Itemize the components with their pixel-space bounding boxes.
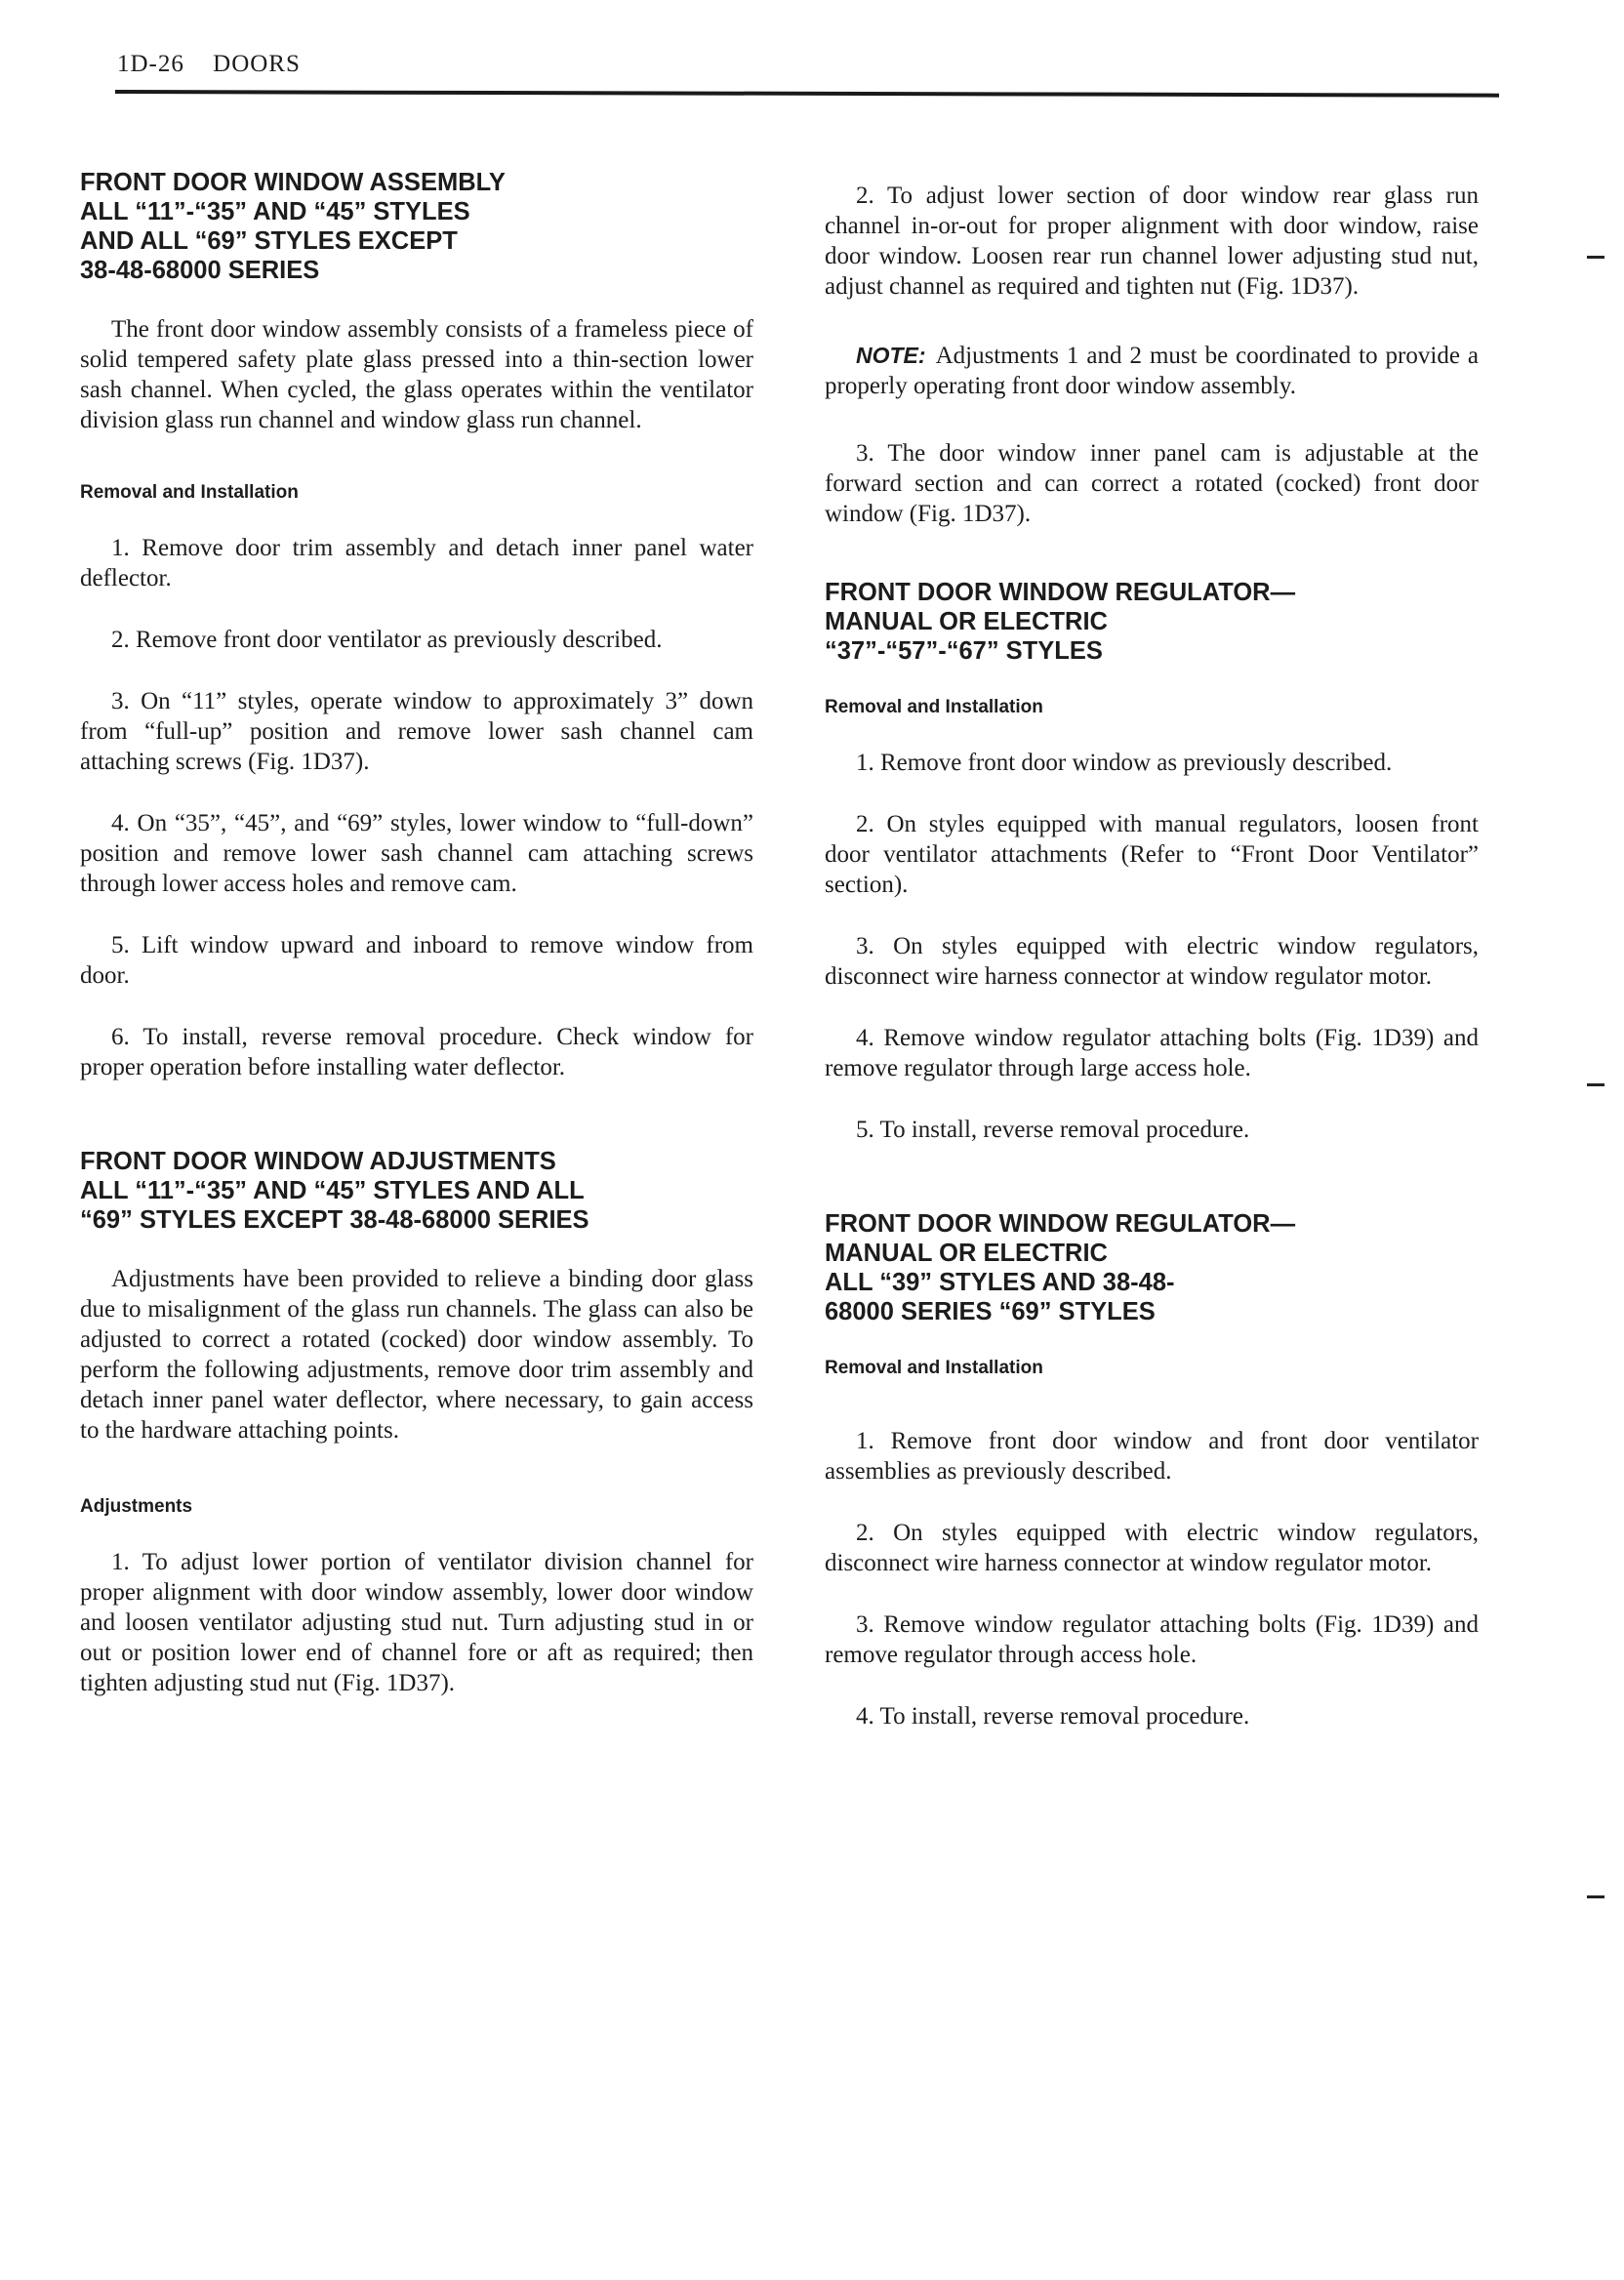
right-column (825, 181, 1479, 1731)
step: 4. On “35”, “45”, and “69” styles, lower window to “full-down” position and remove lower sash channel cam attaching screws through lower access holes and remove cam. (80, 810, 753, 897)
heading-line: ALL “39” STYLES AND 38-48- (825, 1269, 1175, 1296)
margin-mark (1587, 1895, 1604, 1898)
heading-line: MANUAL OR ELECTRIC (825, 1240, 1108, 1267)
step: 4. To install, reverse removal procedure. (856, 1703, 1250, 1730)
heading-line: FRONT DOOR WINDOW REGULATOR— (825, 1210, 1296, 1238)
left-column (80, 168, 753, 1698)
heading-line: ALL “11”-“35” AND “45” STYLES (80, 198, 470, 225)
margin-mark (1587, 256, 1604, 259)
step: 2. On styles equipped with manual regulators, loosen front door ventilator attachments (Refer to “Front Door Ventilator” section). (825, 811, 1479, 898)
step: 3. On “11” styles, operate window to approximately 3” down from “full-up” position and remove lower sash channel cam attaching screws (Fig. 1D37). (80, 688, 753, 775)
step: 3. Remove window regulator attaching bolts (Fig. 1D39) and remove regulator through access hole. (825, 1611, 1479, 1668)
section-heading-window-assembly (80, 168, 753, 285)
header-rule (115, 90, 1499, 98)
step: 2. Remove front door ventilator as previously described. (111, 627, 663, 653)
paragraph: Adjustments have been provided to relieve a binding door glass due to misalignment of the glass run channels. The glass can also be adjusted to correct a rotated (cocked) door window assembly. To perform the following adjustments, remove door trim assembly and detach inner panel water deflector, where necessary, to gain access to the hardware attaching points. (80, 1266, 753, 1444)
subheading: Removal and Installation (825, 697, 1043, 717)
step: 1. Remove front door window as previously described. (856, 750, 1393, 776)
heading-line: “69” STYLES EXCEPT 38-48-68000 SERIES (80, 1206, 589, 1234)
section-name: DOORS (213, 51, 301, 77)
paragraph: The front door window assembly consists of a frameless piece of solid tempered safety plate glass pressed into a thin-section lower sash channel. When cycled, the glass operates within the ventilator division glass run channel and window glass run channel. (80, 316, 753, 433)
heading-line: FRONT DOOR WINDOW ASSEMBLY (80, 169, 506, 196)
heading-line: MANUAL OR ELECTRIC (825, 608, 1108, 635)
heading-line: FRONT DOOR WINDOW REGULATOR— (825, 579, 1296, 606)
section-heading-window-adjustments (80, 1147, 753, 1235)
note-text: Adjustments 1 and 2 must be coordinated to provide a properly operating front door window assembly. (825, 343, 1479, 399)
step: 5. Lift window upward and inboard to remove window from door. (80, 932, 753, 989)
heading-line: ALL “11”-“35” AND “45” STYLES AND ALL (80, 1177, 585, 1204)
heading-line: 38-48-68000 SERIES (80, 257, 320, 284)
subheading: Removal and Installation (825, 1358, 1043, 1378)
margin-mark (1587, 1083, 1604, 1086)
step: 3. On styles equipped with electric window regulators, disconnect wire harness connector at window regulator motor. (825, 933, 1479, 990)
page-header (117, 51, 301, 78)
step: 6. To install, reverse removal procedure. Check window for proper operation before installing water deflector. (80, 1024, 753, 1080)
heading-line: AND ALL “69” STYLES EXCEPT (80, 227, 458, 255)
note-label: NOTE: (856, 343, 926, 368)
step: 1. To adjust lower portion of ventilator division channel for proper alignment with door window assembly, lower door window and loosen ventilator adjusting stud nut. Turn adjusting stud in or out or position lower end of channel fore or aft as required; then tighten adjusting stud nut (Fig. 1D37). (80, 1549, 753, 1696)
heading-line: 68000 SERIES “69” STYLES (825, 1298, 1156, 1325)
note (825, 341, 1479, 401)
heading-line: “37”-“57”-“67” STYLES (825, 637, 1103, 665)
step: 2. To adjust lower section of door window rear glass run channel in-or-out for proper alignment with door window, raise door window. Loosen rear run channel lower adjusting stud nut, adjust channel as required and tighten nut (Fig. 1D37). (825, 183, 1479, 300)
subheading: Adjustments (80, 1496, 193, 1517)
step: 2. On styles equipped with electric window regulators, disconnect wire harness connector at window regulator motor. (825, 1520, 1479, 1576)
step: 5. To install, reverse removal procedure. (856, 1117, 1250, 1143)
section-heading-regulator-39-69 (825, 1209, 1479, 1326)
heading-line: FRONT DOOR WINDOW ADJUSTMENTS (80, 1148, 556, 1175)
step: 4. Remove window regulator attaching bolts (Fig. 1D39) and remove regulator through large access hole. (825, 1025, 1479, 1081)
step: 3. The door window inner panel cam is adjustable at the forward section and can correct a rotated (cocked) front door window (Fig. 1D37). (825, 440, 1479, 527)
page-number: 1D-26 (117, 51, 184, 77)
step: 1. Remove door trim assembly and detach inner panel water deflector. (80, 535, 753, 591)
subheading: Removal and Installation (80, 482, 299, 503)
step: 1. Remove front door window and front door ventilator assemblies as previously described. (825, 1428, 1479, 1485)
section-heading-regulator-37-57-67 (825, 578, 1479, 666)
